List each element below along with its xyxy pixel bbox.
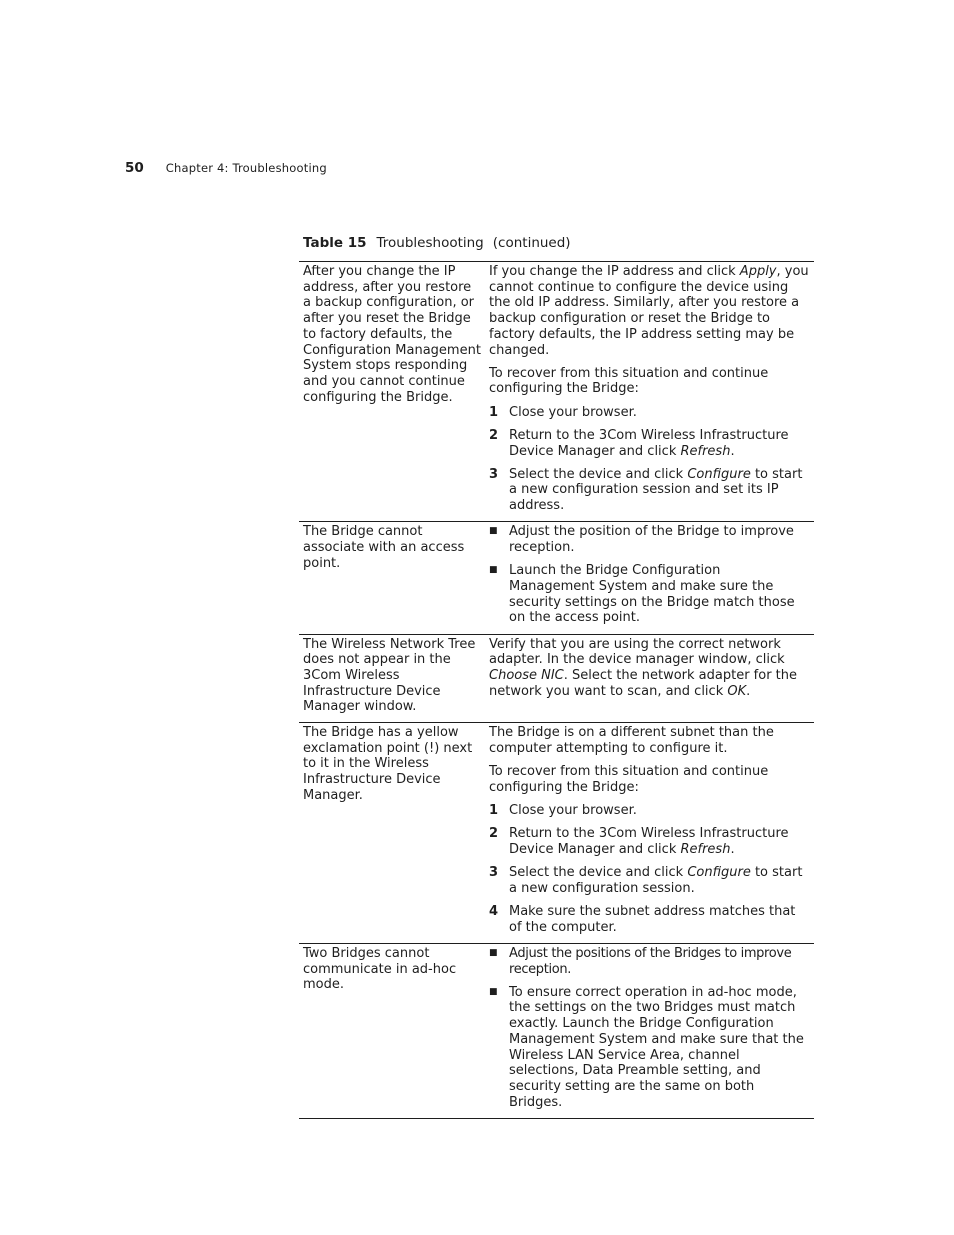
step-text: Select the device and click Configure to start a new configuration session and set its IP address. (509, 466, 803, 514)
solution-cell (485, 262, 814, 522)
table-title: Troubleshooting (376, 235, 484, 251)
troubleshooting-table (299, 261, 814, 1119)
bullet-square-icon: ■ (489, 947, 498, 958)
step-item (489, 904, 810, 935)
table-row (299, 262, 814, 522)
step-item (489, 803, 810, 819)
bullet-item (489, 563, 810, 626)
bullet-square-icon: ■ (489, 986, 498, 997)
step-item (489, 826, 810, 857)
step-item (489, 405, 810, 421)
bullet-item (489, 946, 810, 977)
step-text: Return to the 3Com Wireless Infrastructure Device Manager and click Refresh. (509, 427, 789, 459)
solution-paragraph: Verify that you are using the correct network adapter. In the device manager window, click Choose NIC. Select the network adapter for the network you want to scan, and click OK. (489, 636, 798, 699)
bullet-item (489, 985, 810, 1111)
solution-cell (485, 634, 814, 723)
chapter-title: Chapter 4: Troubleshooting (165, 161, 327, 175)
step-number: 3 (489, 466, 499, 482)
page-number: 50 (125, 160, 144, 176)
solution-paragraph: If you change the IP address and click Apply, you cannot continue to configure the device using the old IP address. Similarly, after you restore a backup configuration or reset the Bridge to factory defaults, the IP address setting may be changed. (489, 264, 809, 358)
step-number: 2 (489, 826, 499, 842)
bullet-square-icon: ■ (489, 526, 498, 537)
step-text: Close your browser. (509, 802, 637, 818)
bullet-square-icon: ■ (489, 565, 498, 576)
table-row (299, 943, 814, 1118)
step-text: Return to the 3Com Wireless Infrastructure Device Manager and click Refresh. (509, 826, 789, 857)
step-number: 2 (489, 427, 499, 443)
step-item (489, 428, 810, 459)
table-caption (303, 236, 571, 252)
step-number: 3 (489, 865, 499, 880)
table-row (299, 522, 814, 634)
step-text: Close your browser. (509, 404, 637, 420)
step-number: 4 (489, 903, 499, 919)
solution-paragraph: To recover from this situation and continue configuring the Bridge: (489, 763, 769, 795)
step-text: Make sure the subnet address matches that of the computer. (509, 903, 796, 935)
step-text: Select the device and click Configure to start a new configuration session. (509, 865, 803, 896)
solution-cell (485, 522, 814, 634)
symptom-cell: The Bridge cannot associate with an access point. (299, 522, 485, 634)
page-header (125, 161, 327, 177)
symptom-cell: The Bridge has a yellow exclamation point (!) next to it in the Wireless Infrastructure Device Manager. (299, 723, 485, 944)
symptom-cell: Two Bridges cannot communicate in ad-hoc mode. (299, 943, 485, 1118)
bullet-item (489, 524, 810, 555)
bullet-text: To ensure correct operation in ad-hoc mode, the settings on the two Bridges must match exactly. Launch the Bridge Configuration Management System and make sure that the Wireless LAN Service Area, channel selections, Data Preamble setting, and security setting are the same on both Bridges. (509, 984, 804, 1110)
step-number: 1 (489, 802, 499, 818)
symptom-cell: After you change the IP address, after you restore a backup configuration, or after you reset the Bridge to factory defaults, the Configuration Management System stops responding and you cannot continue configuring the Bridge. (299, 262, 485, 522)
table-continued: (continued) (492, 235, 571, 251)
solution-cell (485, 723, 814, 944)
solution-paragraph: The Bridge is on a different subnet than the computer attempting to configure it. (489, 725, 774, 756)
table-row (299, 634, 814, 723)
table-label: Table 15 (303, 235, 367, 251)
bullet-text: Adjust the position of the Bridge to improve reception. (509, 524, 794, 556)
bullet-text: Adjust the positions of the Bridges to improve reception. (509, 945, 792, 977)
table-row (299, 723, 814, 944)
solution-cell (485, 943, 814, 1118)
solution-paragraph: To recover from this situation and continue configuring the Bridge: (489, 365, 769, 397)
symptom-cell: The Wireless Network Tree does not appear in the 3Com Wireless Infrastructure Device Manager window. (299, 634, 485, 723)
bullet-text: Launch the Bridge Configuration Management System and make sure the security settings on the Bridge match those on the access point. (509, 563, 795, 626)
step-item (489, 865, 810, 896)
step-item (489, 467, 810, 514)
step-number: 1 (489, 404, 499, 420)
